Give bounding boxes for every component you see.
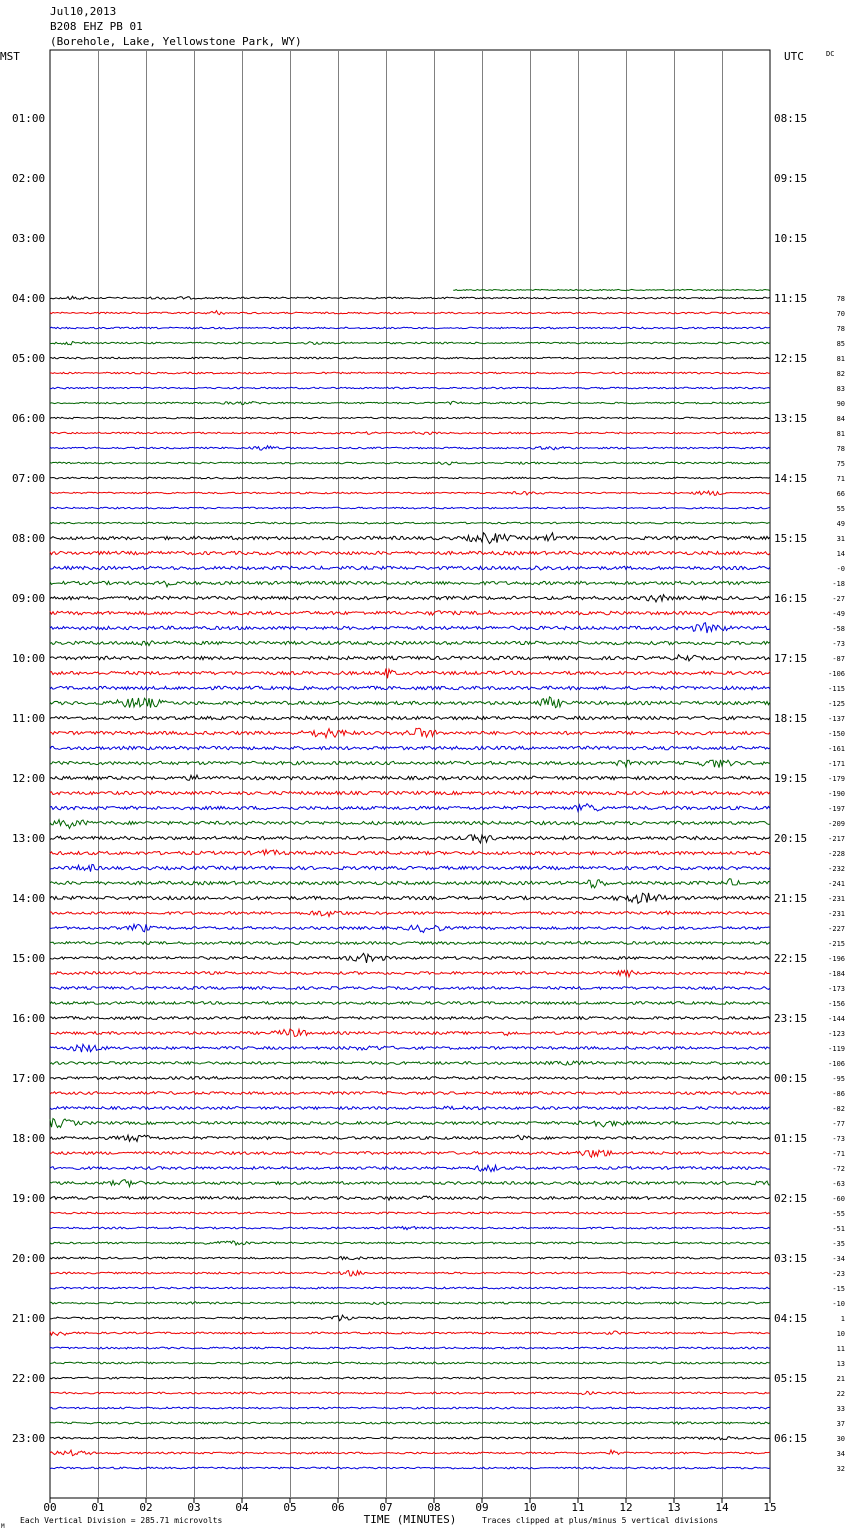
dc-offset-value: 22 bbox=[836, 1390, 845, 1398]
seismic-trace-2 bbox=[50, 311, 770, 315]
mst-hour-label: 23:00 bbox=[12, 1432, 46, 1445]
dc-offset-value: -15 bbox=[832, 1285, 845, 1293]
dc-offset-value: 84 bbox=[836, 415, 845, 423]
dc-offset-value: 85 bbox=[836, 340, 845, 348]
seismic-trace-25 bbox=[50, 655, 770, 661]
mst-hour-label: 10:00 bbox=[12, 652, 46, 665]
utc-hour-label: 21:15 bbox=[774, 892, 808, 905]
seismic-trace-29 bbox=[50, 716, 770, 719]
dc-offset-value: -86 bbox=[832, 1090, 845, 1098]
dc-offset-value: 81 bbox=[836, 430, 845, 438]
dc-column-label: DC bbox=[826, 50, 835, 58]
mst-hour-label: 22:00 bbox=[12, 1372, 46, 1385]
seismic-trace-57 bbox=[50, 1135, 770, 1141]
dc-offset-value: 70 bbox=[836, 310, 845, 318]
dc-offset-value: -72 bbox=[832, 1165, 845, 1173]
mst-hour-label: 03:00 bbox=[12, 232, 46, 245]
seismic-trace-76 bbox=[50, 1422, 770, 1425]
utc-hour-label: 08:15 bbox=[774, 112, 808, 125]
dc-offset-value: 1 bbox=[840, 1315, 845, 1323]
seismic-trace-22 bbox=[50, 611, 770, 615]
dc-offset-value: -190 bbox=[828, 790, 845, 798]
dc-offset-labels bbox=[828, 295, 845, 1473]
seismic-trace-72 bbox=[50, 1362, 770, 1364]
seismic-trace-13 bbox=[50, 477, 770, 479]
dc-offset-value: -10 bbox=[832, 1300, 845, 1308]
mst-hour-label: 17:00 bbox=[12, 1072, 46, 1085]
dc-offset-value: -23 bbox=[832, 1270, 845, 1278]
seismic-trace-46 bbox=[50, 971, 770, 977]
seismic-trace-52 bbox=[50, 1061, 770, 1065]
seismic-trace-74 bbox=[50, 1391, 770, 1394]
dc-offset-value: -115 bbox=[828, 685, 845, 693]
seismic-trace-9 bbox=[50, 417, 770, 419]
dc-offset-value: -228 bbox=[828, 850, 845, 858]
x-tick-label: 07 bbox=[379, 1501, 393, 1514]
x-tick-label: 04 bbox=[235, 1501, 249, 1514]
dc-offset-value: -231 bbox=[828, 910, 845, 918]
dc-offset-value: -150 bbox=[828, 730, 845, 738]
seismic-trace-24 bbox=[50, 641, 770, 646]
dc-offset-value: -179 bbox=[828, 775, 845, 783]
seismic-trace-36 bbox=[50, 820, 770, 829]
seismic-trace-63 bbox=[50, 1227, 770, 1230]
station-location: (Borehole, Lake, Yellowstone Park, WY) bbox=[50, 35, 302, 48]
seismic-trace-5 bbox=[50, 357, 770, 359]
utc-hour-label: 15:15 bbox=[774, 532, 808, 545]
dc-offset-value: 90 bbox=[836, 400, 845, 408]
dc-offset-value: 82 bbox=[836, 370, 845, 378]
mst-hour-label: 06:00 bbox=[12, 412, 46, 425]
dc-offset-value: 30 bbox=[836, 1435, 845, 1443]
seismic-trace-48 bbox=[50, 1002, 770, 1005]
seismic-trace-42 bbox=[50, 911, 770, 916]
seismic-trace-54 bbox=[50, 1092, 770, 1095]
seismic-trace-6 bbox=[50, 372, 770, 374]
seismic-trace-3 bbox=[50, 327, 770, 329]
dc-offset-value: -217 bbox=[828, 835, 845, 843]
utc-hour-label: 17:15 bbox=[774, 652, 808, 665]
utc-hour-label: 10:15 bbox=[774, 232, 808, 245]
seismic-trace-32 bbox=[50, 760, 770, 768]
dc-offset-value: 21 bbox=[836, 1375, 845, 1383]
seismic-trace-19 bbox=[50, 566, 770, 570]
dc-offset-value: 10 bbox=[836, 1330, 845, 1338]
seismic-trace-17 bbox=[50, 533, 770, 544]
utc-hour-label: 09:15 bbox=[774, 172, 808, 185]
mst-hour-label: 21:00 bbox=[12, 1312, 46, 1325]
dc-offset-value: 83 bbox=[836, 385, 845, 393]
seismic-trace-21 bbox=[50, 595, 770, 602]
mst-hour-label: 04:00 bbox=[12, 292, 46, 305]
seismic-trace-70 bbox=[50, 1331, 770, 1335]
mst-hour-label: 13:00 bbox=[12, 832, 46, 845]
seismic-trace-27 bbox=[50, 686, 770, 689]
seismic-trace-49 bbox=[50, 1017, 770, 1020]
utc-hour-label: 19:15 bbox=[774, 772, 808, 785]
dc-offset-value: -18 bbox=[832, 580, 845, 588]
mst-hour-label: 11:00 bbox=[12, 712, 46, 725]
dc-offset-value: 31 bbox=[836, 535, 845, 543]
utc-hour-label: 16:15 bbox=[774, 592, 808, 605]
mst-hour-label: 02:00 bbox=[12, 172, 46, 185]
seismic-trace-14 bbox=[50, 491, 770, 495]
dc-offset-value: 33 bbox=[836, 1405, 845, 1413]
seismic-trace-64 bbox=[50, 1241, 770, 1245]
dc-offset-value: -0 bbox=[836, 565, 845, 573]
dc-offset-value: -144 bbox=[828, 1015, 845, 1023]
utc-hour-label: 23:15 bbox=[774, 1012, 808, 1025]
seismic-trace-18 bbox=[50, 551, 770, 554]
dc-offset-value: 37 bbox=[836, 1420, 845, 1428]
dc-offset-value: -184 bbox=[828, 970, 845, 978]
seismic-trace-35 bbox=[50, 804, 770, 812]
seismic-trace-66 bbox=[50, 1271, 770, 1276]
dc-offset-value: -196 bbox=[828, 955, 845, 963]
dc-offset-value: 13 bbox=[836, 1360, 845, 1368]
seismic-trace-23 bbox=[50, 623, 770, 633]
seismic-trace-53 bbox=[50, 1077, 770, 1080]
seismic-trace-31 bbox=[50, 746, 770, 749]
seismic-trace-7 bbox=[50, 387, 770, 389]
dc-offset-value: 11 bbox=[836, 1345, 845, 1353]
x-axis bbox=[43, 1498, 776, 1514]
dc-offset-value: -125 bbox=[828, 700, 845, 708]
dc-offset-value: 81 bbox=[836, 355, 845, 363]
utc-hour-label: 14:15 bbox=[774, 472, 808, 485]
seismic-trace-8 bbox=[50, 401, 770, 404]
mst-hour-label: 18:00 bbox=[12, 1132, 46, 1145]
dc-offset-value: -95 bbox=[832, 1075, 845, 1083]
x-tick-label: 15 bbox=[763, 1501, 777, 1514]
x-tick-label: 09 bbox=[475, 1501, 489, 1514]
utc-hour-label: 06:15 bbox=[774, 1432, 808, 1445]
right-timezone-label: UTC bbox=[784, 50, 804, 63]
dc-offset-value: -137 bbox=[828, 715, 845, 723]
dc-offset-value: 55 bbox=[836, 505, 845, 513]
seismic-trace-47 bbox=[50, 987, 770, 990]
mst-hour-label: 05:00 bbox=[12, 352, 46, 365]
x-tick-label: 06 bbox=[331, 1501, 345, 1514]
mst-hour-label: 20:00 bbox=[12, 1252, 46, 1265]
utc-hour-label: 13:15 bbox=[774, 412, 808, 425]
seismic-trace-30 bbox=[50, 728, 770, 738]
dc-offset-value: 49 bbox=[836, 520, 845, 528]
x-tick-label: 11 bbox=[571, 1501, 585, 1514]
seismic-trace-50 bbox=[50, 1029, 770, 1036]
seismic-trace-62 bbox=[50, 1212, 770, 1214]
dc-offset-value: -215 bbox=[828, 940, 845, 948]
mst-hour-label: 14:00 bbox=[12, 892, 46, 905]
station-code: B208 EHZ PB 01 bbox=[50, 20, 143, 33]
dc-offset-value: -231 bbox=[828, 895, 845, 903]
x-tick-label: 01 bbox=[91, 1501, 105, 1514]
seismic-trace-28 bbox=[50, 697, 770, 708]
seismic-trace-26 bbox=[50, 669, 770, 679]
seismic-trace-65 bbox=[50, 1257, 770, 1260]
seismic-trace-67 bbox=[50, 1287, 770, 1289]
seismic-trace-37 bbox=[50, 835, 770, 843]
dc-offset-value: -87 bbox=[832, 655, 845, 663]
dc-offset-value: -209 bbox=[828, 820, 845, 828]
dc-offset-value: 78 bbox=[836, 325, 845, 333]
dc-offset-value: -63 bbox=[832, 1180, 845, 1188]
x-tick-label: 00 bbox=[43, 1501, 57, 1514]
mst-hour-label: 19:00 bbox=[12, 1192, 46, 1205]
x-tick-label: 08 bbox=[427, 1501, 441, 1514]
seismic-trace-61 bbox=[50, 1196, 770, 1200]
seismic-trace-56 bbox=[50, 1119, 770, 1128]
seismic-trace-60 bbox=[50, 1180, 770, 1187]
utc-hour-label: 04:15 bbox=[774, 1312, 808, 1325]
dc-offset-value: 75 bbox=[836, 460, 845, 468]
utc-hour-label: 05:15 bbox=[774, 1372, 808, 1385]
seismic-trace-71 bbox=[50, 1347, 770, 1349]
seismic-trace-59 bbox=[50, 1165, 770, 1172]
seismic-trace-11 bbox=[50, 446, 770, 450]
seismic-trace-41 bbox=[50, 893, 770, 904]
utc-hour-label: 12:15 bbox=[774, 352, 808, 365]
dc-offset-value: -156 bbox=[828, 1000, 845, 1008]
mst-hour-label: 16:00 bbox=[12, 1012, 46, 1025]
dc-offset-value: 32 bbox=[836, 1465, 845, 1473]
dc-offset-value: 78 bbox=[836, 295, 845, 303]
utc-hour-label: 01:15 bbox=[774, 1132, 808, 1145]
dc-offset-value: -60 bbox=[832, 1195, 845, 1203]
dc-offset-value: 71 bbox=[836, 475, 845, 483]
dc-offset-value: -241 bbox=[828, 880, 845, 888]
dc-offset-value: -119 bbox=[828, 1045, 845, 1053]
mst-hour-label: 08:00 bbox=[12, 532, 46, 545]
seismic-trace-33 bbox=[50, 775, 770, 780]
utc-hour-label: 00:15 bbox=[774, 1072, 808, 1085]
dc-offset-value: -71 bbox=[832, 1150, 845, 1158]
x-tick-label: 02 bbox=[139, 1501, 153, 1514]
dc-offset-value: 14 bbox=[836, 550, 845, 558]
seismic-trace-38 bbox=[50, 850, 770, 855]
left-timezone-label: MST bbox=[0, 50, 20, 63]
seismic-trace-39 bbox=[50, 865, 770, 872]
seismic-trace-78 bbox=[50, 1450, 770, 1456]
seismic-trace-51 bbox=[50, 1044, 770, 1052]
seismic-trace-4 bbox=[50, 342, 770, 345]
dc-offset-value: -197 bbox=[828, 805, 845, 813]
seismic-trace-10 bbox=[50, 432, 770, 435]
grid-lines bbox=[50, 50, 770, 1498]
scale-note: Each Vertical Division = 285.71 microvolts bbox=[20, 1516, 223, 1525]
seismic-trace-73 bbox=[50, 1377, 770, 1379]
dc-offset-value: -227 bbox=[828, 925, 845, 933]
dc-offset-value: -173 bbox=[828, 985, 845, 993]
utc-hour-label: 18:15 bbox=[774, 712, 808, 725]
utc-hour-label: 20:15 bbox=[774, 832, 808, 845]
mst-hour-label: 12:00 bbox=[12, 772, 46, 785]
dc-offset-value: 66 bbox=[836, 490, 845, 498]
seismic-trace-69 bbox=[50, 1315, 770, 1321]
x-tick-label: 03 bbox=[187, 1501, 201, 1514]
mst-hour-label: 09:00 bbox=[12, 592, 46, 605]
seismic-trace-75 bbox=[50, 1407, 770, 1409]
dc-offset-value: -49 bbox=[832, 610, 845, 618]
dc-offset-value: -77 bbox=[832, 1120, 845, 1128]
seismic-trace-12 bbox=[50, 462, 770, 465]
utc-hour-label: 22:15 bbox=[774, 952, 808, 965]
dc-offset-value: -171 bbox=[828, 760, 845, 768]
dc-offset-value: -161 bbox=[828, 745, 845, 753]
dc-offset-value: -73 bbox=[832, 640, 845, 648]
x-tick-label: 12 bbox=[619, 1501, 633, 1514]
dc-offset-value: 78 bbox=[836, 445, 845, 453]
x-tick-label: 13 bbox=[667, 1501, 681, 1514]
x-tick-label: 05 bbox=[283, 1501, 297, 1514]
dc-offset-value: -106 bbox=[828, 670, 845, 678]
mst-hour-label: 15:00 bbox=[12, 952, 46, 965]
plot-date: Jul10,2013 bbox=[50, 5, 117, 18]
seismic-trace-16 bbox=[50, 522, 770, 524]
seismic-trace-58 bbox=[50, 1150, 770, 1157]
mst-hour-label: 01:00 bbox=[12, 112, 46, 125]
dc-offset-value: -73 bbox=[832, 1135, 845, 1143]
seismic-trace-20 bbox=[50, 581, 770, 587]
utc-hour-label: 02:15 bbox=[774, 1192, 808, 1205]
dc-offset-value: -55 bbox=[832, 1210, 845, 1218]
dc-offset-value: -58 bbox=[832, 625, 845, 633]
x-axis-label: TIME (MINUTES) bbox=[363, 1513, 457, 1526]
dc-offset-value: -232 bbox=[828, 865, 845, 873]
utc-hour-label: 03:15 bbox=[774, 1252, 808, 1265]
seismic-trace-15 bbox=[50, 507, 770, 509]
dc-offset-value: 34 bbox=[836, 1450, 845, 1458]
corner-mark: M bbox=[1, 1523, 5, 1530]
seismic-trace-44 bbox=[50, 942, 770, 945]
dc-offset-value: -123 bbox=[828, 1030, 845, 1038]
seismic-trace-45 bbox=[50, 953, 770, 963]
seismic-trace-34 bbox=[50, 791, 770, 794]
x-tick-label: 14 bbox=[715, 1501, 729, 1514]
dc-offset-value: -82 bbox=[832, 1105, 845, 1113]
dc-offset-value: -35 bbox=[832, 1240, 845, 1248]
dc-offset-value: -106 bbox=[828, 1060, 845, 1068]
seismic-trace-43 bbox=[50, 924, 770, 932]
dc-offset-value: -27 bbox=[832, 595, 845, 603]
seismic-trace-77 bbox=[50, 1437, 770, 1440]
seismic-trace-68 bbox=[50, 1302, 770, 1305]
dc-offset-value: -51 bbox=[832, 1225, 845, 1233]
dc-offset-value: -34 bbox=[832, 1255, 845, 1263]
seismic-trace-40 bbox=[50, 879, 770, 888]
traces bbox=[50, 289, 770, 1469]
seismic-trace-1 bbox=[50, 296, 770, 299]
utc-hour-label: 11:15 bbox=[774, 292, 808, 305]
clip-note: Traces clipped at plus/minus 5 vertical divisions bbox=[482, 1516, 719, 1525]
seismic-trace-55 bbox=[50, 1106, 770, 1109]
plot-frame bbox=[50, 50, 770, 1498]
x-tick-label: 10 bbox=[523, 1501, 537, 1514]
mst-hour-label: 07:00 bbox=[12, 472, 46, 485]
seismic-trace-79 bbox=[50, 1467, 770, 1469]
